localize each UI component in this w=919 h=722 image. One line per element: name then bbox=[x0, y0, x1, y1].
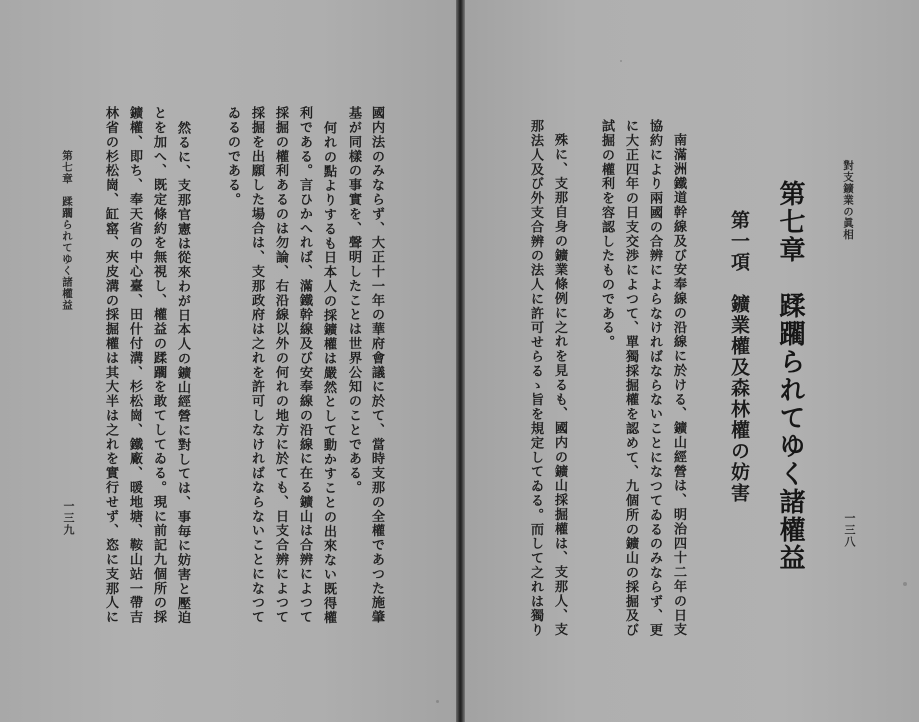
left-body-line-3: 何れの點よりするも日本人の採鑛權は嚴然として動かすことの出來ない既得權 bbox=[321, 121, 336, 625]
right-body-line-2: 協約により兩國の合辨によらなければならないことになつてゐるのみならず、更 bbox=[647, 119, 662, 638]
paper-speck bbox=[903, 582, 907, 586]
right-body-line-3: に大正四年の日支交渉によつて、單獨採掘權を認めて、九個所の鑛山の採掘及び bbox=[623, 119, 638, 638]
chapter-title: 第七章 蹂躙られてゆく諸權益 bbox=[775, 180, 805, 572]
left-body-line-5: 採掘の權利あるのは勿論、右沿線以外の何れの地方に於ても、日支合辨によつて bbox=[273, 106, 288, 625]
right-body-line-1: 南滿洲鐵道幹線及び安奉線の沿線に於ける、鑛山經營は、明治四十二年の日支 bbox=[671, 133, 686, 637]
paper-speck bbox=[436, 700, 439, 703]
left-body-line-6: 採掘を出願した場合は、支那政府は之れを許可しなければならないことになつて bbox=[249, 106, 264, 625]
right-page-number: 一三八 bbox=[843, 512, 856, 548]
right-running-head: 對支鑛業の眞相 bbox=[842, 160, 854, 241]
left-running-foot: 第七章 蹂躙られてゆく諸權益 bbox=[61, 150, 73, 311]
book-gutter bbox=[456, 0, 465, 722]
right-body-line-5: 殊に、支那自身の鑛業條例に之れを見るも、國内の鑛山採掘權は、支那人、支 bbox=[552, 133, 567, 637]
section-title: 第一項 鑛業權及森林權の妨害 bbox=[728, 210, 750, 504]
right-body-line-4: 試掘の權利を容認したものである。 bbox=[599, 119, 614, 350]
left-body-line-10: 鑛權、即ち、奉天省の中心臺、田什付溝、杉松崗、鐵廠、暖地塘、鞍山站一帶吉 bbox=[127, 106, 142, 625]
paper-speck bbox=[620, 60, 622, 62]
left-body-line-4: 利である。言ひかへれば、滿鐵幹線及び安奉線の沿線に在る鑛山は合辨によつて bbox=[297, 106, 312, 625]
left-page-number: 一三九 bbox=[62, 500, 75, 536]
left-body-line-2: 基が同樣の事實を、聲明したことは世界公知のことである。 bbox=[346, 106, 361, 495]
left-body-line-11: 林省の杉松崗、缸窰、夾皮溝の採掘權は其大半は之れを實行せず、恣に支那人に bbox=[103, 106, 118, 625]
right-page bbox=[465, 0, 919, 722]
left-body-line-1: 國内法のみならず、大正十一年の華府會議に於て、當時支那の全權であつた施肇 bbox=[369, 106, 384, 625]
left-body-line-7: ゐるのである。 bbox=[225, 106, 240, 207]
left-body-line-8: 然るに、支那官憲は從來わが日本人の鑛山經營に對しては、事毎に妨害と壓迫 bbox=[175, 121, 190, 625]
left-page bbox=[0, 0, 456, 722]
left-body-line-9: とを加へ、既定條約を無視し、權益の蹂躙を敢てしてゐる。現に前記九個所の採 bbox=[151, 106, 166, 625]
right-body-line-6: 那法人及び外支合辨の法人に許可せらるゝ旨を規定してゐる。而して之れは獨り bbox=[528, 119, 543, 638]
